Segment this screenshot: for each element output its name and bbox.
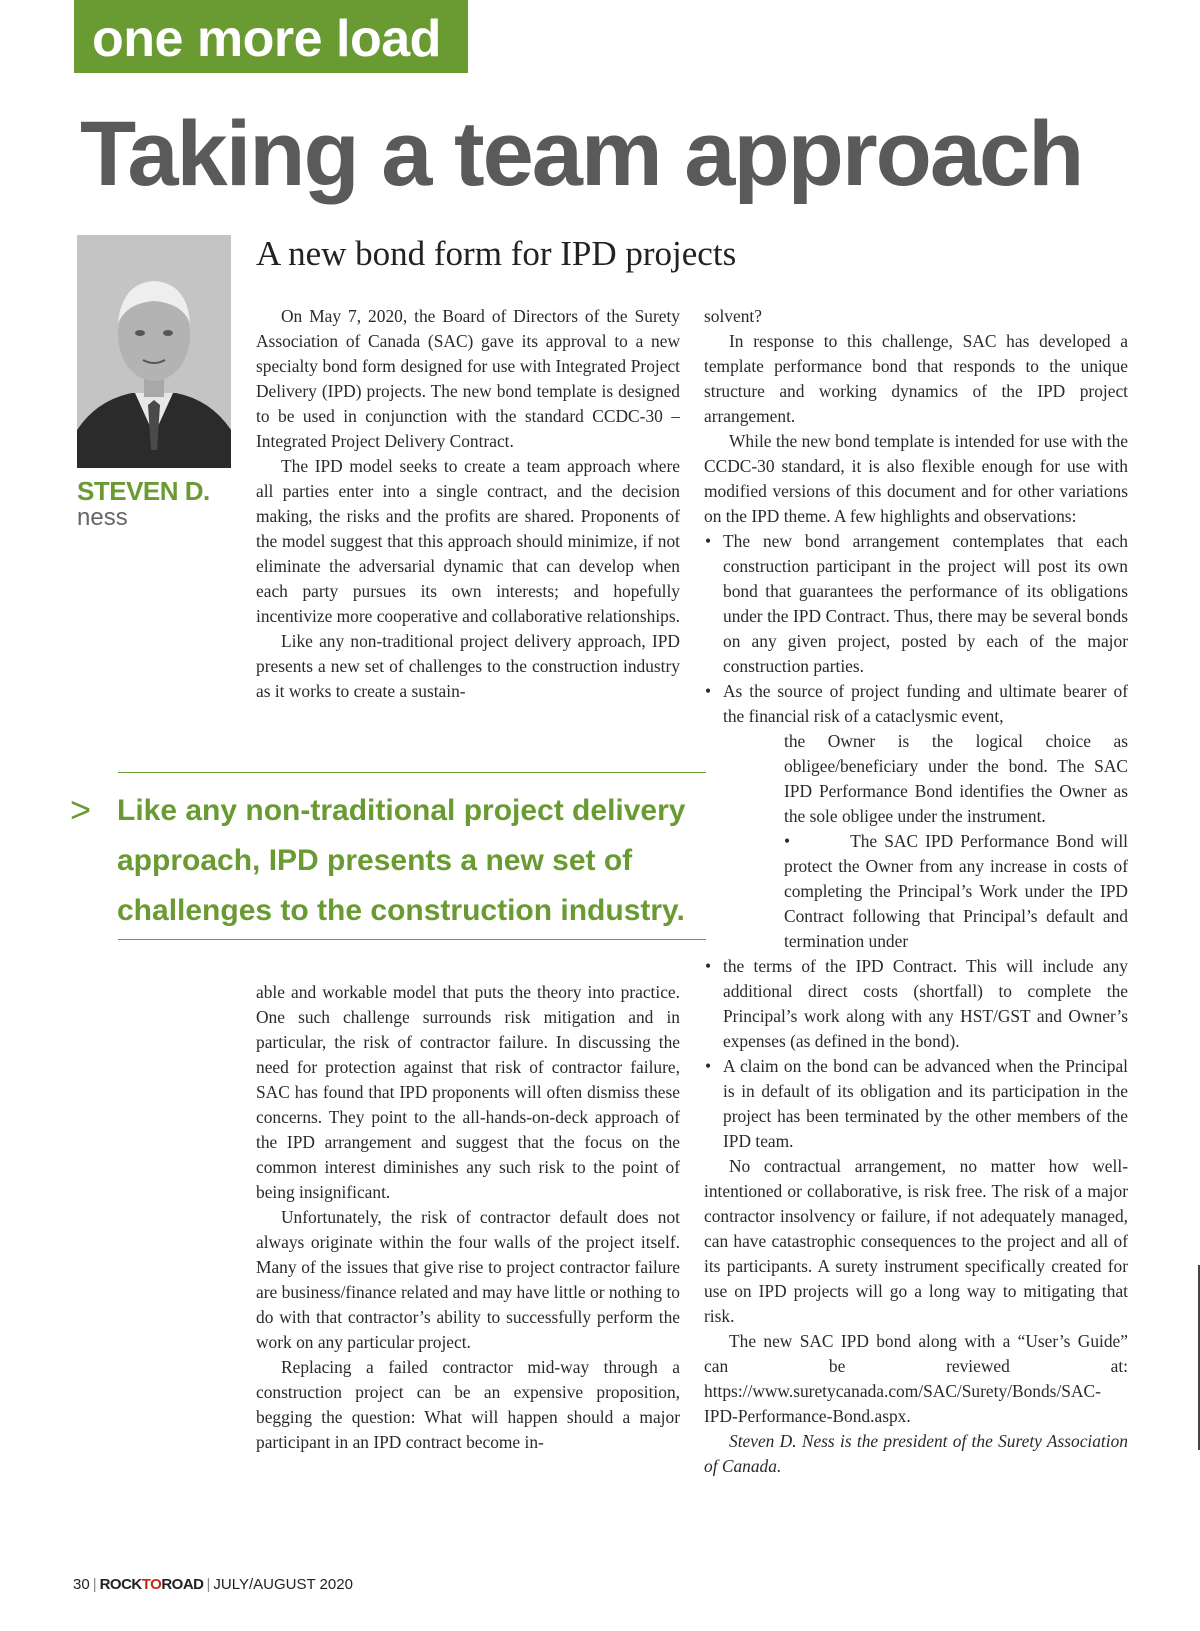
bullet-item	[704, 829, 1128, 954]
paragraph: On May 7, 2020, the Board of Directors of the Surety Association of Canada (SAC) gave its approval to a new specialty bond form designed for use with Integrated Project Delivery (IPD) projects. The new bond template is designed to be used in conjunction with the standard CCDC-30 – Integrated Project Delivery Contract.	[256, 306, 680, 451]
author-name: STEVEN D.	[77, 476, 210, 506]
headline: Taking a team approach	[80, 103, 1083, 205]
logo-part: ROAD	[161, 1576, 204, 1593]
footer-separator: |	[206, 1576, 211, 1593]
paragraph: While the new bond template is intended for use with the CCDC-30 standard, it is also flexible enough for use with modified versions of this document and for other variations on the IPD theme. A few highlights and observations:	[704, 431, 1128, 526]
bullet-item: • A claim on the bond can be advanced when the Principal is in default of its obligation and its participation in the project has been terminated by the other members of the IPD team.	[704, 1054, 1128, 1154]
pullquote-rule-top	[118, 772, 706, 773]
paragraph: Replacing a failed contractor mid-way through a construction project can be an expensive proposition, begging the question: What will happen should a major participant in an IPD contract become in-	[256, 1357, 680, 1452]
bullet-item-continued: the Owner is the logical choice as obligee/beneficiary under the bond. The SAC IPD Performance Bond identifies the Owner as the sole obligee under the instrument.	[784, 731, 1128, 826]
column-1-top	[256, 304, 680, 704]
paragraph: Unfortunately, the risk of contractor default does not always originate within the four walls of the project itself. Many of the issues that give rise to project contractor failure are business/finance related and may have little or nothing to do with that contractor’s ability to successfully perform the work on any particular project.	[256, 1207, 680, 1352]
pullquote-mark: >	[70, 789, 92, 830]
pullquote-rule-bottom	[118, 939, 706, 940]
author-photo	[77, 235, 231, 468]
bullet-text: The SAC IPD Performance Bond will protect the Owner from any increase in costs of completing the Principal’s Work under the IPD Contract following that Principal’s default and termination under	[784, 831, 1128, 951]
paragraph: The IPD model seeks to create a team approach where all parties enter into a single contract, and the decision making, the risks and the profits are shared. Proponents of the model suggest that this approach should minimize, if not eliminate the adversarial dynamic that can develop when each party pursues its own interests; and hopefully incentivize more cooperative and collaborative relationships.	[256, 456, 680, 626]
author-bio: Steven D. Ness is the president of the Surety Association of Canada.	[704, 1431, 1128, 1476]
bullet-item: • As the source of project funding and ultimate bearer of the financial risk of a cataclysmic event,	[704, 679, 1128, 729]
pull-quote: Like any non-traditional project delivery approach, IPD presents a new set of challenges to the construction industry.	[117, 794, 686, 927]
page-number: 30	[73, 1576, 90, 1593]
logo-part: TO	[141, 1576, 162, 1593]
magazine-logo	[100, 1576, 204, 1593]
author-surname: ness	[77, 504, 128, 531]
page-footer	[73, 1576, 353, 1594]
bullet-item-continued	[704, 954, 1128, 1054]
column-2	[704, 304, 1128, 1479]
paragraph: No contractual arrangement, no matter how well-intentioned or collaborative, is risk free. The risk of a major contractor insolvency or failure, if not adequately managed, can have catastrophic consequences to the project and all of its participants. A surety instrument specifically created for use on IPD projects will go a long way to mitigating that risk.	[704, 1156, 1128, 1326]
logo-part: ROCK	[99, 1576, 142, 1593]
paragraph: solvent?	[704, 306, 762, 326]
paragraph: The new SAC IPD bond along with a “User’s Guide” can be reviewed at: https://www.suretycanada.com/SAC/Surety/Bonds/SAC-IPD-Performance-Bond.aspx.	[704, 1331, 1128, 1426]
paragraph: In response to this challenge, SAC has developed a template performance bond that responds to the unique structure and working dynamics of the IPD project arrangement.	[704, 331, 1128, 426]
article-subtitle: A new bond form for IPD projects	[256, 234, 737, 273]
footer-separator: |	[92, 1576, 97, 1593]
bullet-item: • The new bond arrangement contemplates that each construction participant in the project will post its own bond that guarantees the performance of its obligations under the IPD Contract. Thus, there may be several bonds on any given project, posted by each of the major construction parties.	[704, 529, 1128, 679]
paragraph: able and workable model that puts the theory into practice. One such challenge surrounds risk mitigation and in particular, the risk of contractor failure. In discussing the need for protection against that risk of contractor failure, SAC has found that IPD proponents will often dismiss these concerns. They point to the all-hands-on-deck approach of the IPD arrangement and suggest that the focus on the common interest diminishes any such risk to the point of being insignificant.	[256, 982, 680, 1202]
issue-date: JULY/AUGUST 2020	[213, 1576, 353, 1593]
paragraph: Like any non-traditional project delivery approach, IPD presents a new set of challenges to the construction industry as it works to create a sustain-	[256, 631, 680, 701]
bullet-text: the terms of the IPD Contract. This will include any additional direct costs (shortfall) to complete the Principal’s work along with any HST/GST and Owner’s expenses (as defined in the bond).	[723, 956, 1128, 1051]
section-tag: one more load	[74, 0, 468, 73]
column-1-bottom	[256, 980, 680, 1455]
